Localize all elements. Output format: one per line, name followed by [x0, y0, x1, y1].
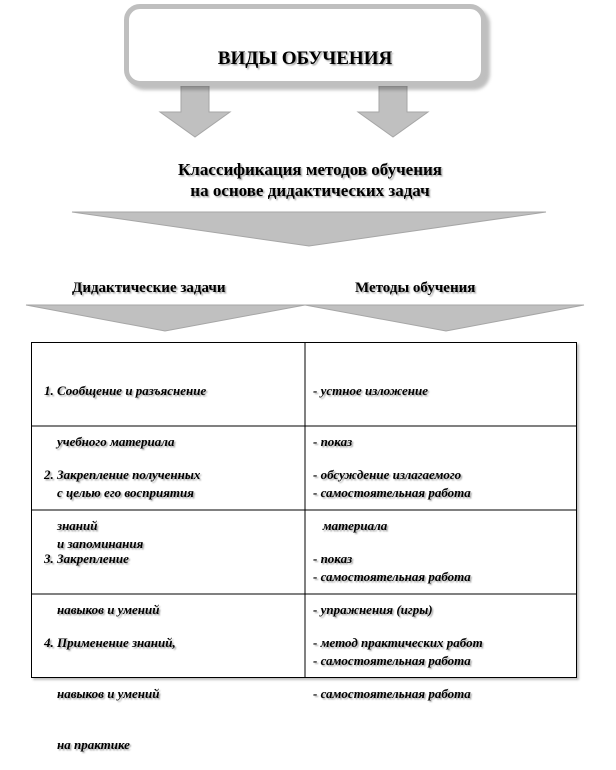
- task-line: и запоминания: [44, 536, 144, 551]
- subtitle-line-2: на основе дидактических задач: [190, 181, 430, 200]
- task-line: 2. Закрепление полученных: [44, 467, 201, 482]
- task-line: с целью его восприятия: [44, 485, 194, 500]
- task-line: 4. Применение знаний,: [44, 635, 176, 650]
- task-line: навыков и умений: [44, 602, 160, 617]
- method-line: материала: [313, 518, 388, 533]
- column-heading-tasks: Дидактические задачи: [72, 280, 226, 296]
- method-line: - самостоятельная работа: [313, 569, 471, 584]
- table-row-4-task: [44, 600, 176, 770]
- subtitle-line-1: Классификация методов обучения: [177, 160, 443, 179]
- method-line: - показ: [313, 551, 353, 566]
- task-line: на практике: [44, 737, 130, 752]
- method-line: - упражнения (игры): [313, 602, 433, 617]
- task-line: 3. Закрепление: [44, 551, 129, 566]
- method-line: - метод практических работ: [313, 635, 483, 650]
- method-line: - показ: [313, 434, 353, 449]
- task-line: знаний: [44, 518, 98, 533]
- method-line: - самостоятельная работа: [313, 485, 471, 500]
- page-title: ВИДЫ ОБУЧЕНИЯ: [217, 48, 393, 69]
- method-line: - обсуждение излагаемого: [313, 467, 462, 482]
- task-line: учебного материала: [44, 434, 175, 449]
- task-line: навыков и умений: [44, 686, 160, 701]
- table-row-4-methods: [313, 600, 483, 719]
- column-heading-methods: Методы обучения: [355, 280, 476, 296]
- method-line: - самостоятельная работа: [313, 653, 471, 668]
- method-line: - самостоятельная работа: [313, 686, 471, 701]
- method-line: - устное изложение: [313, 383, 428, 398]
- task-line: 1. Сообщение и разъяснение: [44, 383, 207, 398]
